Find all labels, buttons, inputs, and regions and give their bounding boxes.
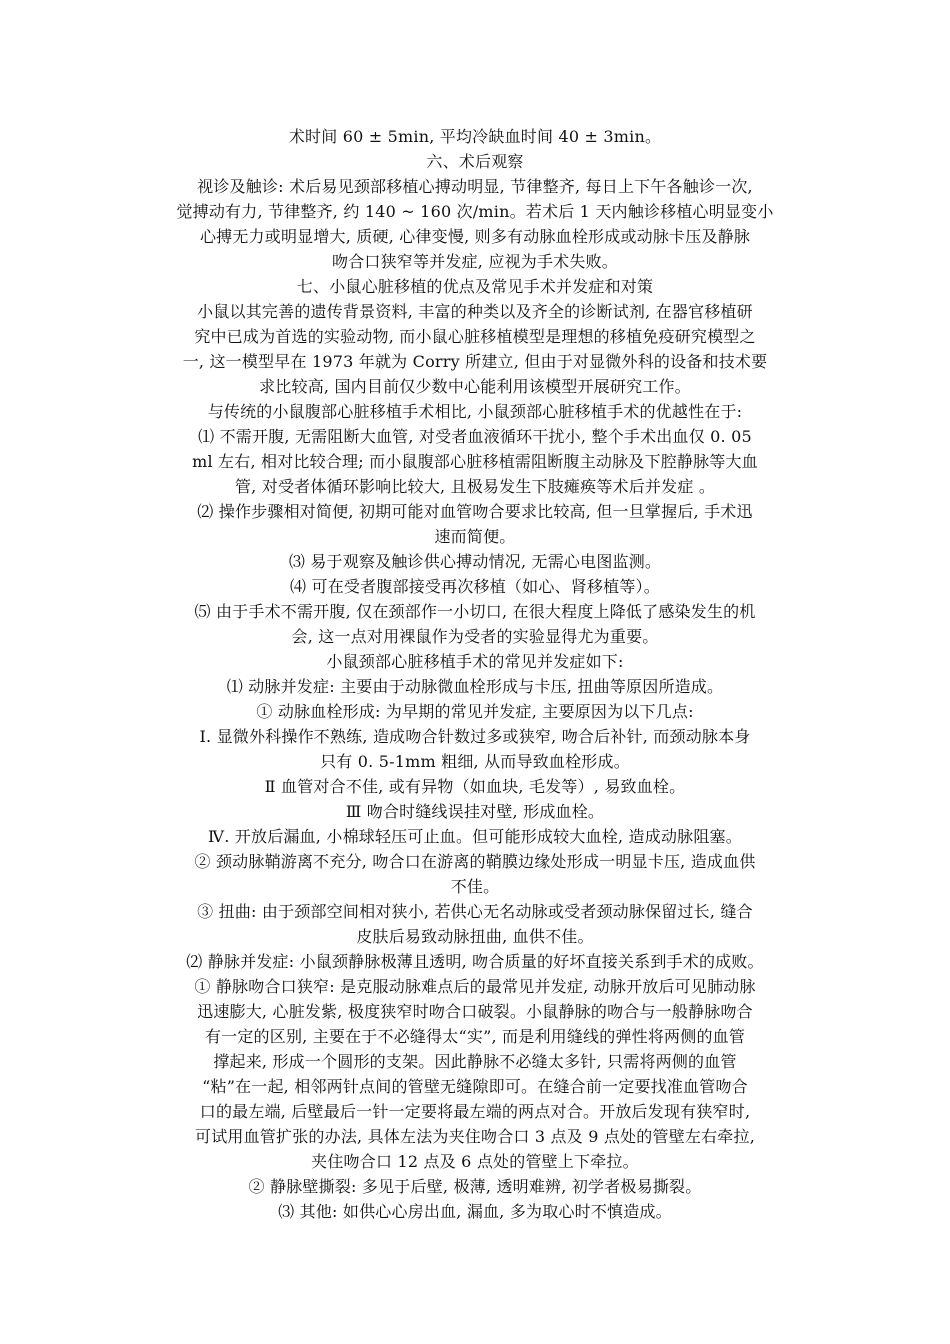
text-line: ⑶ 易于观察及触诊供心搏动情况, 无需心电图监测。 bbox=[288, 552, 662, 571]
text-line: ⑵ 操作步骤相对简便, 初期可能对血管吻合要求比较高, 但一旦掌握后, 手术迅 bbox=[197, 502, 753, 521]
text-line: ⑶ 其他: 如供心心房出血, 漏血, 多为取心时不慎造成。 bbox=[278, 1202, 672, 1221]
text-line: ml 左右, 相对比较合理; 而小鼠腹部心脏移植需阻断腹主动脉及下腔静脉等大血 bbox=[192, 452, 758, 471]
text-line: 迅速膨大, 心脏发紫, 极度狭窄时吻合口破裂。小鼠静脉的吻合与一般静脉吻合 bbox=[197, 1002, 753, 1021]
text-line: 小鼠颈部心脏移植手术的常见并发症如下: bbox=[326, 652, 624, 671]
text-line: 术时间 60 ± 5min, 平均冷缺血时间 40 ± 3min。 bbox=[288, 127, 662, 146]
text-line: 撑起来, 形成一个圆形的支架。因此静脉不必缝太多针, 只需将两侧的血管 bbox=[213, 1052, 737, 1071]
text-line: ⑵ 静脉并发症: 小鼠颈静脉极薄且透明, 吻合质量的好坏直接关系到手术的成败。 bbox=[186, 952, 764, 971]
text-line: ⑸ 由于手术不需开腹, 仅在颈部作一小切口, 在很大程度上降低了感染发生的机 bbox=[194, 602, 756, 621]
text-line: Ⅱ 血管对合不佳, 或有异物（如血块, 毛发等）, 易致血栓。 bbox=[264, 777, 686, 796]
text-line: 究中已成为首选的实验动物, 而小鼠心脏移植模型是理想的移植免疫研究模型之 bbox=[194, 327, 756, 346]
text-line: 视诊及触诊: 术后易见颈部移植心搏动明显, 节律整齐, 每日上下午各触诊一次, bbox=[197, 177, 753, 196]
text-line: 有一定的区别, 主要在于不必缝得太“实”, 而是利用缝线的弹性将两侧的血管 bbox=[204, 1027, 746, 1046]
text-line: 小鼠以其完善的遗传背景资料, 丰富的种类以及齐全的诊断试剂, 在器官移植研 bbox=[197, 302, 753, 321]
text-line: Ⅰ. 显微外科操作不熟练, 造成吻合针数过多或狭窄, 吻合后补针, 而颈动脉本身 bbox=[199, 727, 751, 746]
text-line: “粘”在一起, 相邻两针点间的管壁无缝隙即可。在缝合前一定要找准血管吻合 bbox=[202, 1077, 748, 1096]
text-line: ③ 扭曲: 由于颈部空间相对狭小, 若供心无名动脉或受者颈动脉保留过长, 缝合 bbox=[197, 902, 753, 921]
text-line: 与传统的小鼠腹部心脏移植手术相比, 小鼠颈部心脏移植手术的优越性在于: bbox=[207, 402, 743, 421]
text-line: 夹住吻合口 12 点及 6 点处的管壁上下牵拉。 bbox=[311, 1152, 639, 1171]
text-line: 速而简便。 bbox=[434, 527, 516, 546]
text-line: ① 静脉吻合口狭窄: 是克服动脉难点后的最常见并发症, 动脉开放后可见肺动脉 bbox=[194, 977, 756, 996]
text-line: 皮肤后易致动脉扭曲, 血供不佳。 bbox=[356, 927, 594, 946]
section-heading: 七、小鼠心脏移植的优点及常见手术并发症和对策 bbox=[296, 277, 654, 296]
text-line: 不佳。 bbox=[450, 877, 500, 896]
text-line: Ⅳ. 开放后漏血, 小棉球轻压可止血。但可能形成较大血栓, 造成动脉阻塞。 bbox=[208, 827, 742, 846]
text-line: 会, 这一点对用裸鼠作为受者的实验显得尤为重要。 bbox=[291, 627, 659, 646]
section-heading: 六、术后观察 bbox=[426, 152, 524, 171]
text-line: ② 颈动脉鞘游离不充分, 吻合口在游离的鞘膜边缘处形成一明显卡压, 造成血供 bbox=[194, 852, 756, 871]
text-line: ⑷ 可在受者腹部接受再次移植（如心、肾移植等）。 bbox=[290, 577, 660, 596]
text-line: ② 静脉壁撕裂: 多见于后壁, 极薄, 透明难辨, 初学者极易撕裂。 bbox=[248, 1177, 702, 1196]
text-line: 求比较高, 国内目前仅少数中心能利用该模型开展研究工作。 bbox=[259, 377, 691, 396]
text-line: 觉搏动有力, 节律整齐, 约 140 ~ 160 次/min。若术后 1 天内触诊移植心明显变小 bbox=[176, 202, 774, 221]
text-line: 可试用血管扩张的办法, 具体左法为夹住吻合口 3 点及 9 点处的管壁左右牵拉, bbox=[195, 1127, 755, 1146]
text-line: 心搏无力或明显增大, 质硬, 心律变慢, 则多有动脉血栓形成或动脉卡压及静脉 bbox=[199, 227, 751, 246]
text-line: 一, 这一模型早在 1973 年就为 Corry 所建立, 但由于对显微外科的设备和技术要 bbox=[182, 352, 768, 371]
text-line: 吻合口狭窄等并发症, 应视为手术失败。 bbox=[332, 252, 618, 271]
text-line: ⑴ 动脉并发症: 主要由于动脉微血栓形成与卡压, 扭曲等原因所造成。 bbox=[226, 677, 724, 696]
text-line: ① 动脉血栓形成: 为早期的常见并发症, 主要原因为以下几点: bbox=[256, 702, 694, 721]
text-line: ⑴ 不需开腹, 无需阻断大血管, 对受者血液循环干扰小, 整个手术出血仅 0. 05 bbox=[198, 427, 752, 446]
document-body bbox=[138, 124, 812, 1224]
text-line: 管, 对受者体循环影响比较大, 且极易发生下肢瘫痪等术后并发症 。 bbox=[234, 477, 716, 496]
text-line: 只有 0. 5-1mm 粗细, 从而导致血栓形成。 bbox=[320, 752, 630, 771]
text-line: Ⅲ 吻合时缝线误挂对壁, 形成血栓。 bbox=[345, 802, 605, 821]
text-line: 口的最左端, 后壁最后一针一定要将最左端的两点对合。开放后发现有狭窄时, bbox=[199, 1102, 751, 1121]
